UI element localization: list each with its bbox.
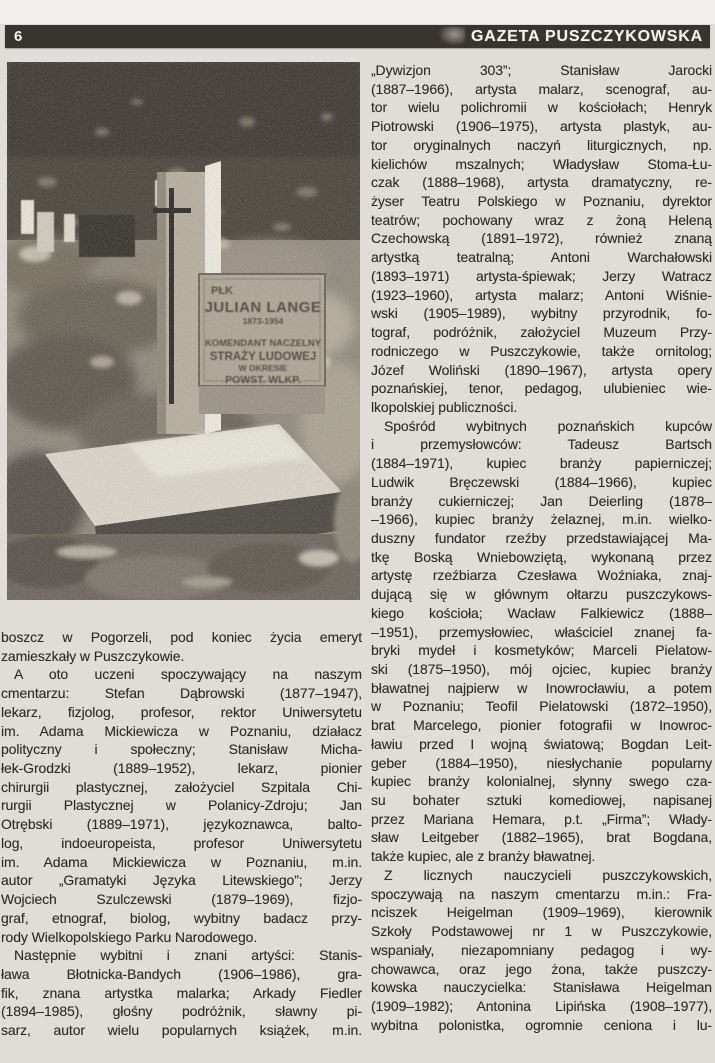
text-line: w Poznaniu; Teofil Pielatowski (1872–1950), — [371, 698, 712, 715]
text-line: Szkoły Podstawowej nr 1 w Puszczykowie, — [371, 923, 712, 940]
text-line: dującą się w głównym ołtarzu puszczykows- — [371, 586, 712, 603]
text-line: chowawca, oraz jego żona, także puszczy- — [371, 960, 712, 977]
text-line: im. Adama Mickiewicza w Poznaniu, działacz — [1, 722, 362, 739]
text-line: branży cukierniczej; Jan Deierling (1878– — [371, 492, 712, 509]
text-line: także kupiec, ale z branży bławatnej. — [371, 848, 596, 865]
text-line: teatrów; pochowany wraz z żoną Heleną — [371, 211, 712, 228]
text-line: tor wielu polichromii w kościołach; Henryk — [371, 99, 712, 116]
text-line: nciszek Heigelman (1909–1969), kierownik — [371, 904, 712, 921]
plaque-text-line: POWST. WLKP. — [225, 374, 301, 386]
text-line: A oto uczeni spoczywający na naszym — [14, 666, 362, 683]
text-line: lekarz, fizjolog, profesor, rektor Uniwersytetu — [1, 703, 362, 720]
text-line: bławatnej najpierw w Inowrocławiu, a potem — [371, 679, 712, 696]
plaque-text-line: STRAŻY LUDOWEJ — [209, 351, 317, 363]
print-smudge — [439, 27, 465, 45]
text-line: autor „Gramatyki Języka Litewskiego”; Jerzy — [1, 872, 362, 889]
text-line: (1894–1985), głośny podróżnik, sławny pi- — [1, 1003, 362, 1020]
plaque-text-line: JULIAN LANGE — [204, 299, 322, 316]
text-line: log, indoeuropeista, profesor Uniwersytetu — [1, 834, 362, 851]
text-line: Następnie wybitni i znani artyści: Stanis- — [14, 947, 362, 964]
text-line: sarz, autor wielu popularnych książek, m.in. — [1, 1022, 362, 1039]
plaque-text-line: KOMENDANT NACZELNY — [204, 338, 322, 349]
text-line: Z licznych nauczycieli puszczykowskich, — [384, 866, 712, 883]
text-line: tor oryginalnych naczyń liturgicznych, np. — [371, 136, 712, 153]
text-line: brat Marcelego, pionier fotografii w Inowroc- — [371, 717, 712, 734]
text-line: graf, etnograf, biolog, wybitny badacz przy- — [1, 909, 362, 926]
plaque-text-line: PŁK — [211, 285, 233, 297]
text-line: tograf, podróżnik, założyciel Muzeum Przy- — [371, 324, 712, 341]
text-line: Otrębski (1889–1971), językoznawca, balto- — [1, 816, 362, 833]
text-line: boszcz w Pogorzeli, pod koniec życia emeryt — [1, 629, 362, 645]
text-line: su bohater sztuki komediowej, napisanej — [371, 792, 712, 809]
text-line: –1951), przemysłowiec, właściciel znanej fa- — [371, 623, 712, 640]
text-line: rodniczego w Puszczykowie, także ornitolog; — [371, 342, 712, 359]
text-line: Józef Woliński (1890–1967), artysta opery — [371, 361, 712, 378]
text-line: Ludwik Bręczewski (1884–1966), kupiec — [371, 473, 712, 490]
text-line: polityczny i społeczny; Stanisław Micha- — [1, 741, 362, 758]
text-line: zamieszkały w Puszczykowie. — [1, 647, 185, 664]
page-number: 6 — [14, 28, 23, 45]
masthead-bar — [5, 25, 710, 48]
text-line: artystką teatralną; Antoni Warchałowski — [371, 249, 712, 266]
left-text-column — [1, 628, 362, 1040]
text-line: im. Adama Mickiewicza w Poznaniu, m.in. — [1, 853, 362, 870]
text-line: kiego kościoła; Wacław Falkiewicz (1888– — [371, 604, 712, 621]
text-line: (1884–1971), kupiec branży papierniczej; — [371, 455, 712, 472]
text-line: Spośród wybitnych poznańskich kupców — [384, 417, 712, 434]
text-line: ski (1875–1950), mój ojciec, kupiec branży — [371, 661, 712, 677]
text-line: spoczywają na naszym cmentarzu m.in.: Fra- — [371, 885, 712, 902]
text-line: rody Wielkopolskiego Parku Narodowego. — [1, 928, 258, 945]
text-line: lkopolskiej publiczności. — [371, 398, 518, 415]
text-line: artystę rzeźbiarza Czesława Woźniaka, znaj- — [371, 567, 712, 584]
text-line: geber (1884–1950), niesłychanie popularny — [371, 754, 712, 771]
text-line: duszny fundator rzeźby przedstawiającej Ma- — [371, 529, 712, 546]
text-line: cmentarzu: Stefan Dąbrowski (1877–1947), — [1, 685, 362, 702]
text-line: ławiu przed I wojną światową; Bogdan Leit- — [371, 735, 712, 752]
plaque-text-line: W OKRESIE — [238, 363, 288, 373]
text-line: tkę Boską Wniebowziętą, wykonaną przez — [371, 548, 712, 565]
text-line: bryki mydeł i kosmetyków; Marceli Pielatow- — [371, 642, 712, 659]
text-line: chirurgii plastycznej, założyciel Szpitala Chi- — [1, 778, 362, 795]
text-line: żyser Teatru Polskiego w Poznaniu, dyrektor — [371, 193, 712, 210]
text-line: Czechowską (1891–1972), również znaną — [371, 230, 712, 247]
page-top-margin — [0, 0, 715, 24]
text-line: –1966), kupiec branży żelaznej, m.in. wielko- — [371, 511, 712, 528]
text-line: fik, znana artystka malarka; Arkady Fiedler — [1, 984, 362, 1001]
text-line: Piotrowski (1906–1975), artysta plastyk, au- — [371, 118, 712, 135]
text-line: wspaniały, niezapomniany pedagog i wy- — [371, 941, 712, 958]
text-line: i przemysłowców: Tadeusz Bartsch — [371, 436, 712, 453]
text-line: poznańskiej, tenor, pedagog, ulubieniec wie- — [371, 380, 712, 397]
text-line: (1887–1966), artysta malarz, scenograf, au- — [371, 80, 712, 97]
cemetery-photo — [7, 62, 360, 600]
text-line: kowska nauczycielka: Stanisława Heigelman — [371, 979, 712, 996]
text-line: przez Mariana Hemara, p.t. „Firma”; Włady- — [371, 810, 712, 827]
masthead-title-text: GAZETA PUSZCZYKOWSKA — [471, 28, 703, 45]
plaque-text-line: 1873-1954 — [242, 316, 284, 326]
text-line: ława Błotnicka-Bandych (1906–1986), gra- — [1, 965, 362, 982]
photo-grain-overlay — [7, 62, 360, 600]
text-line: (1909–1982); Antonina Lipińska (1908–1977), — [371, 997, 712, 1014]
masthead-title — [471, 25, 710, 48]
text-line: Wojciech Szulczewski (1879–1969), fizjo- — [1, 891, 362, 908]
text-line: (1893–1971) artysta-śpiewak; Jerzy Watracz — [371, 267, 712, 284]
text-line: kupiec branży kolonialnej, słynny swego cza- — [371, 773, 712, 790]
text-line: rurgii Plastycznej w Polanicy-Zdroju; Jan — [1, 797, 362, 814]
text-line: sław Leitgeber (1882–1965), brat Bogdana, — [371, 829, 712, 846]
text-line: kielichów mszalnych; Władysław Stoma-Łu- — [371, 155, 712, 172]
text-line: wybitna polonistka, ogromnie ceniona i lu- — [371, 1016, 712, 1033]
right-text-column — [371, 61, 712, 1034]
text-line: wski (1905–1989), wybitny przyrodnik, fo- — [371, 305, 712, 322]
text-line: „Dywizjon 303”; Stanisław Jarocki — [371, 62, 712, 78]
text-line: łek-Grodzki (1889–1952), lekarz, pionier — [1, 760, 362, 777]
text-line: czak (1888–1968), artysta dramatyczny, re- — [371, 174, 712, 191]
text-line: (1923–1960), artysta malarz; Antoni Wiśnie- — [371, 286, 712, 303]
